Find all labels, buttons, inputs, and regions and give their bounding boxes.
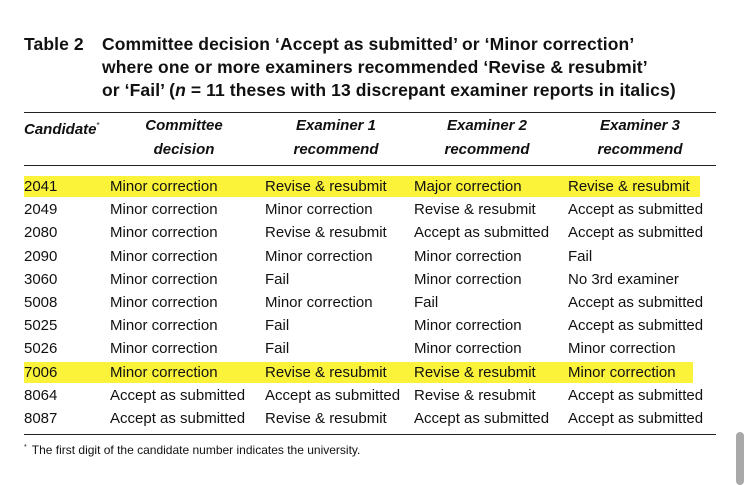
caption-line-2: where one or more examiners recommended ‘Revise & resubmit’ <box>102 57 648 77</box>
cell-examiner-2: Accept as submitted <box>414 224 550 242</box>
cell-examiner-3: Fail <box>568 247 593 265</box>
table-row <box>24 198 716 221</box>
cell-examiner-2: Revise & resubmit <box>414 363 536 381</box>
header-candidate: Candidate* <box>24 121 100 138</box>
cell-candidate: 5008 <box>24 293 58 311</box>
cell-examiner-3: No 3rd examiner <box>568 270 679 288</box>
cell-examiner-2: Minor correction <box>414 340 522 358</box>
cell-examiner-1: Minor correction <box>265 293 373 311</box>
header-examiner-2: Examiner 2 recommend <box>444 117 530 158</box>
cell-examiner-3: Accept as submitted <box>568 317 704 335</box>
caption-label: Table 2 <box>24 34 84 54</box>
cell-candidate: 3060 <box>24 270 58 288</box>
footnote-marker: * <box>96 121 100 130</box>
cell-committee-decision: Minor correction <box>110 363 218 381</box>
header-examiner-1: Examiner 1 recommend <box>293 117 379 158</box>
cell-examiner-2: Minor correction <box>414 317 522 335</box>
cell-candidate: 2090 <box>24 247 58 265</box>
caption-n: n <box>175 80 186 100</box>
cell-examiner-2: Accept as submitted <box>414 409 550 427</box>
cell-examiner-3: Minor correction <box>568 363 676 381</box>
cell-committee-decision: Accept as submitted <box>110 386 246 404</box>
cell-examiner-3: Accept as submitted <box>568 224 704 242</box>
header-committee: Committee decision <box>145 117 223 158</box>
footnote <box>24 443 360 457</box>
cell-committee-decision: Minor correction <box>110 201 218 219</box>
cell-candidate: 5025 <box>24 317 58 335</box>
cell-examiner-2: Revise & resubmit <box>414 201 536 219</box>
cell-committee-decision: Minor correction <box>110 293 218 311</box>
table-row <box>24 245 716 268</box>
table-row <box>24 361 716 384</box>
cell-examiner-1: Revise & resubmit <box>265 409 387 427</box>
cell-examiner-1: Revise & resubmit <box>265 224 387 242</box>
cell-examiner-3: Minor correction <box>568 340 676 358</box>
cell-candidate: 2080 <box>24 224 58 242</box>
cell-candidate: 8064 <box>24 386 58 404</box>
cell-examiner-3: Accept as submitted <box>568 293 704 311</box>
cell-committee-decision: Minor correction <box>110 247 218 265</box>
caption-line-1 <box>24 33 739 56</box>
scrollbar-thumb[interactable] <box>736 432 744 485</box>
cell-examiner-2: Minor correction <box>414 247 522 265</box>
header-examiner-3: Examiner 3 recommend <box>597 117 683 158</box>
cell-committee-decision: Minor correction <box>110 178 218 195</box>
cell-committee-decision: Minor correction <box>110 224 218 242</box>
cell-examiner-1: Revise & resubmit <box>265 363 387 381</box>
cell-candidate: 5026 <box>24 340 58 358</box>
table-row <box>24 268 716 291</box>
cell-examiner-1: Fail <box>265 340 290 358</box>
caption-text-3a: or ‘Fail’ ( <box>102 80 176 100</box>
cell-examiner-3: Revise & resubmit <box>568 178 690 195</box>
footnote-text: The first digit of the candidate number indicates the university. <box>31 443 361 457</box>
table-row <box>24 314 716 337</box>
cell-examiner-2: Revise & resubmit <box>414 386 536 404</box>
caption-text-1: Committee decision ‘Accept as submitted’ or ‘Minor correction’ <box>102 34 635 54</box>
cell-examiner-2: Minor correction <box>414 270 522 288</box>
table-row <box>24 291 716 314</box>
cell-examiner-1: Minor correction <box>265 201 373 219</box>
cell-candidate: 8087 <box>24 409 58 427</box>
cell-candidate: 7006 <box>24 363 58 381</box>
cell-examiner-1: Minor correction <box>265 247 373 265</box>
cell-committee-decision: Minor correction <box>110 317 218 335</box>
table-row <box>24 407 716 430</box>
cell-candidate: 2041 <box>24 178 58 195</box>
cell-examiner-2: Major correction <box>414 178 522 195</box>
table-row <box>24 384 716 407</box>
footnote-mark: * <box>24 444 27 451</box>
table-row <box>24 221 716 244</box>
cell-examiner-2: Fail <box>414 293 439 311</box>
table-row <box>24 175 716 198</box>
cell-committee-decision: Minor correction <box>110 340 218 358</box>
cell-committee-decision: Minor correction <box>110 270 218 288</box>
table-row <box>24 337 716 360</box>
table-caption <box>24 33 739 102</box>
caption-line-3 <box>24 79 739 102</box>
cell-examiner-1: Accept as submitted <box>265 386 401 404</box>
cell-examiner-3: Accept as submitted <box>568 409 704 427</box>
caption-text-3b: = 11 theses with 13 discrepant examiner reports in italics) <box>185 80 676 100</box>
bottom-rule <box>24 434 716 435</box>
cell-examiner-1: Revise & resubmit <box>265 178 387 195</box>
cell-examiner-3: Accept as submitted <box>568 201 704 219</box>
top-rule <box>24 112 716 113</box>
cell-examiner-1: Fail <box>265 317 290 335</box>
header-rule <box>24 165 716 166</box>
cell-candidate: 2049 <box>24 201 58 219</box>
cell-examiner-3: Accept as submitted <box>568 386 704 404</box>
cell-committee-decision: Accept as submitted <box>110 409 246 427</box>
cell-examiner-1: Fail <box>265 270 290 288</box>
table-body <box>24 175 716 430</box>
